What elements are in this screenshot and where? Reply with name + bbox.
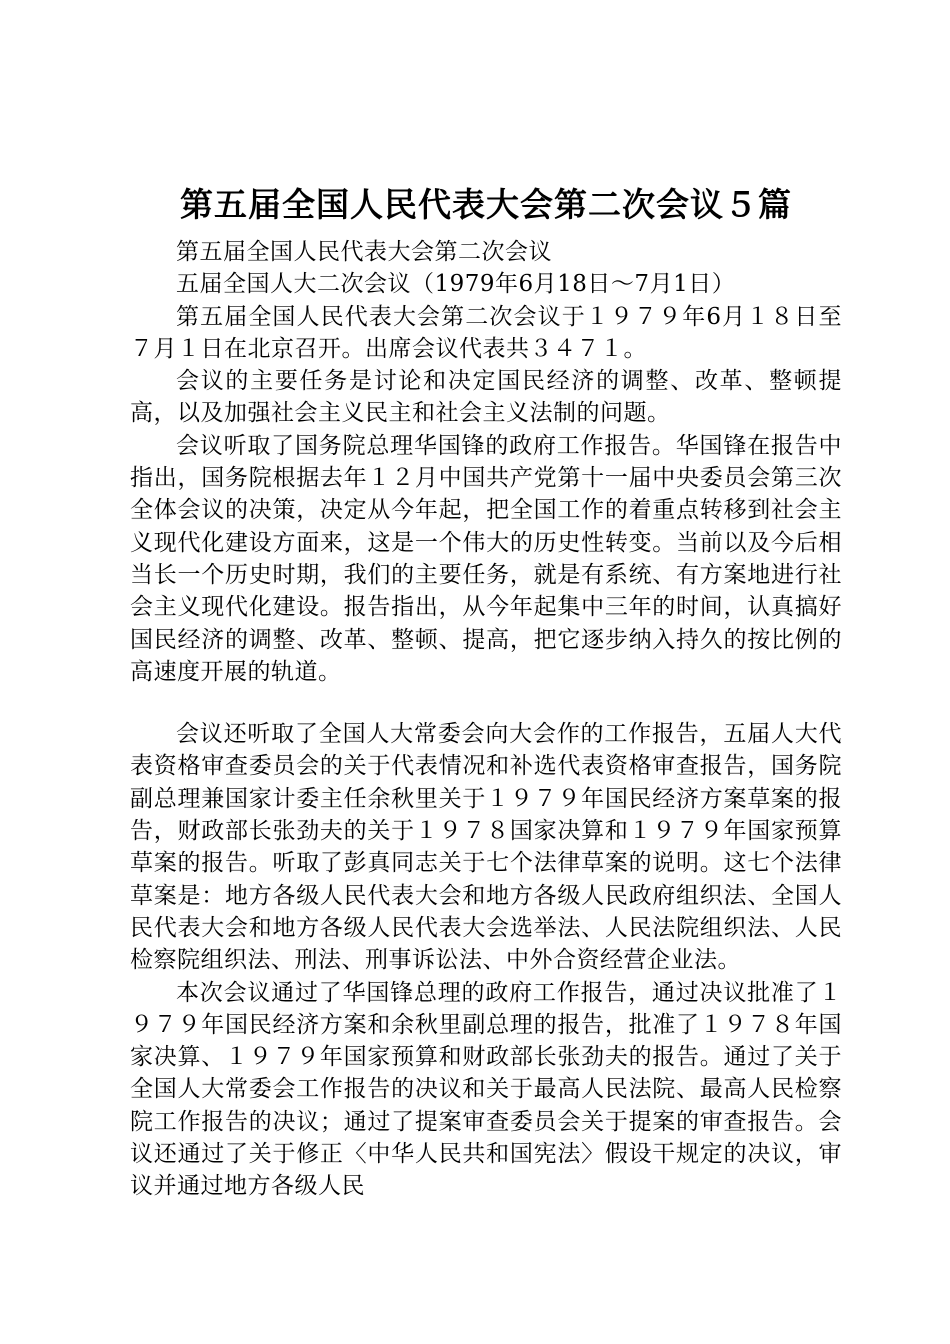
paragraph-session-dates: 五届全国人大二次会议（1979年6月18日～7月1日） [176, 271, 736, 298]
document-page [130, 178, 842, 1203]
paragraph-resolutions: 本次会议通过了华国锋总理的政府工作报告，通过决议批准了１９７９年国民经济方案和余秋里副总理的报告，批准了１９７８年国家决算、１９７９年国家预算和财政部长张劲夫的报告。通过了关于全国人大常委会工作报告的决议和关于最高人民法院、最高人民检察院工作报告的决议；通过了提案审查委员会关于提案的审查报告。会议还通过了关于修正〈中华人民共和国宪法〉假设干规定的决议，审议并通过地方各级人民 [130, 979, 842, 1200]
paragraph-main-task: 会议的主要任务是讨论和决定国民经济的调整、改革、整顿提高，以及加强社会主义民主和社会主义法制的问题。 [130, 368, 842, 427]
paragraph-intro: 第五届全国人民代表大会第二次会议于１９７９年6月１８日至７月１日在北京召开。出席会议代表共３４７１。 [130, 303, 842, 362]
paragraph-other-reports: 会议还听取了全国人大常委会向大会作的工作报告，五届人大代表资格审查委员会的关于代表情况和补选代表资格审查报告，国务院副总理兼国家计委主任余秋里关于１９７９年国民经济方案草案的报告，财政部长张劲夫的关于１９７８国家决算和１９７９年国家预算草案的报告。听取了彭真同志关于七个法律草案的说明。这七个法律草案是：地方各级人民代表大会和地方各级人民政府组织法、全国人民代表大会和地方各级人民代表大会选举法、人民法院组织法、人民检察院组织法、刑法、刑事诉讼法、中外合资经营企业法。 [130, 721, 842, 974]
paragraph-spacer [130, 688, 842, 718]
paragraph-subtitle: 第五届全国人民代表大会第二次会议 [176, 239, 552, 265]
document-title: 第五届全国人民代表大会第二次会议５篇 [180, 185, 792, 224]
paragraph-government-report: 会议听取了国务院总理华国锋的政府工作报告。华国锋在报告中指出，国务院根据去年１２月中国共产党第十一届中央委员会第三次全体会议的决策，决定从今年起，把全国工作的着重点转移到社会主义现代化建设方面来，这是一个伟大的历史性转变。当前以及今后相当长一个历史时期，我们的主要任务，就是有系统、有方案地进行社会主义现代化建设。报告指出，从今年起集中三年的时间，认真搞好国民经济的调整、改革、整顿、提高，把它逐步纳入持久的按比例的高速度开展的轨道。 [130, 432, 842, 685]
